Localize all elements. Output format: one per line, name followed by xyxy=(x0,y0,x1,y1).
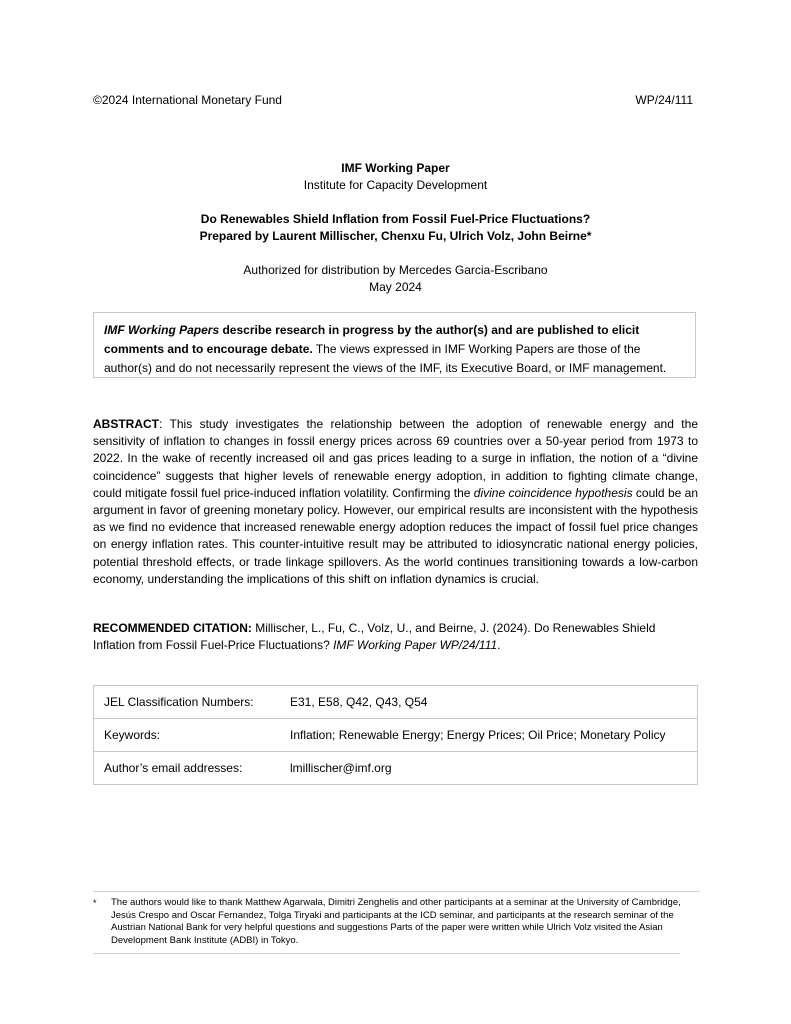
department: Institute for Capacity Development xyxy=(303,178,488,192)
abstract-text-1: : This study investigates the relationship between the adoption of renewable energy and the sensitivity of inflation to changes in fossil energy prices across 69 countries over a 50-year period from 1973 to 2022. In the wake of recently increased oil and gas prices leading to a surge in inflation, the notion of a “divine coincidence” suggests that higher levels of renewable energy adoption, in addition to fighting climate change, could mitigate fossil fuel price-induced inflation volatility. Confirming the xyxy=(93,417,698,500)
disclaimer-normal: The views expressed in IMF Working Papers are those of the author(s) and do not necessarily represent the views of the IMF, its Executive Board, or IMF management. xyxy=(104,342,667,375)
abstract-label: ABSTRACT xyxy=(93,417,159,431)
disclaimer-series-name: IMF Working Papers xyxy=(104,323,220,337)
abstract xyxy=(93,416,698,588)
table-row xyxy=(94,686,698,719)
citation-label: RECOMMENDED CITATION: xyxy=(93,621,252,635)
row-label: Author’s email addresses: xyxy=(94,752,281,785)
abstract-text-2: could be an argument in favor of greening monetary policy. However, our empirical results are inconsistent with the hypothesis as we find no evidence that increased renewable energy adoption reduces the impact of fossil fuel price changes on energy inflation rates. This counter-intuitive result may be attributed to idiosyncratic national energy policies, potential threshold effects, or trade linkage spillovers. As the world continues transitioning towards a low-carbon economy, understanding the implications of this shift on inflation dynamics is crucial. xyxy=(93,485,698,586)
classification-table xyxy=(93,685,698,785)
author-line: Prepared by Laurent Millischer, Chenxu Fu, Ulrich Volz, John Beirne* xyxy=(199,229,592,243)
authorization: Authorized for distribution by Mercedes Garcia-Escribano xyxy=(243,263,548,277)
row-value: E31, E58, Q42, Q43, Q54 xyxy=(290,695,428,709)
table-row xyxy=(94,752,698,785)
recommended-citation xyxy=(93,620,698,654)
paper-title: Do Renewables Shield Inflation from Fossil Fuel-Price Fluctuations? xyxy=(200,212,591,226)
publication-date: May 2024 xyxy=(369,280,422,294)
footnote-bottom-divider xyxy=(93,953,680,954)
citation-end: . xyxy=(497,638,501,652)
citation-italic: IMF Working Paper WP/24/111 xyxy=(333,638,498,652)
series-title: IMF Working Paper xyxy=(341,161,450,175)
footnote-divider xyxy=(93,891,700,892)
citation-text: Millischer, L., Fu, C., Volz, U., and Beirne, J. (2024). Do Renewables Shield Inflation from Fossil Fuel-Price Fluctuations? xyxy=(93,621,656,652)
footnote-text: The authors would like to thank Matthew Agarwala, Dimitri Zenghelis and other participants at a seminar at the University of Cambridge, Jesús Crespo and Oscar Fernandez, Tolga Tiryaki and participants at the ICD seminar, and participants at the research seminar of the Austrian National Bank for very helpful questions and suggestions Parts of the paper were written while Ulrich Volz visited the Asian Development Bank Institute (ADBI) in Tokyo. xyxy=(111,897,681,946)
copyright-notice: ©2024 International Monetary Fund xyxy=(93,93,282,107)
row-label: Keywords: xyxy=(94,719,281,752)
disclaimer-box xyxy=(93,312,696,378)
disclaimer-bold: describe research in progress by the author(s) and are published to elicit comments and to encourage debate. xyxy=(104,323,640,356)
row-label: JEL Classification Numbers: xyxy=(104,695,254,709)
footnote-marker: * xyxy=(93,898,97,908)
paper-number: WP/24/111 xyxy=(635,93,693,107)
row-value: Inflation; Renewable Energy; Energy Prices; Oil Price; Monetary Policy xyxy=(280,719,698,752)
email-value: lmillischer@imf.org xyxy=(280,752,698,785)
disclaimer-text xyxy=(94,313,695,378)
abstract-italic: divine coincidence hypothesis xyxy=(473,485,633,500)
table-row xyxy=(94,719,698,752)
